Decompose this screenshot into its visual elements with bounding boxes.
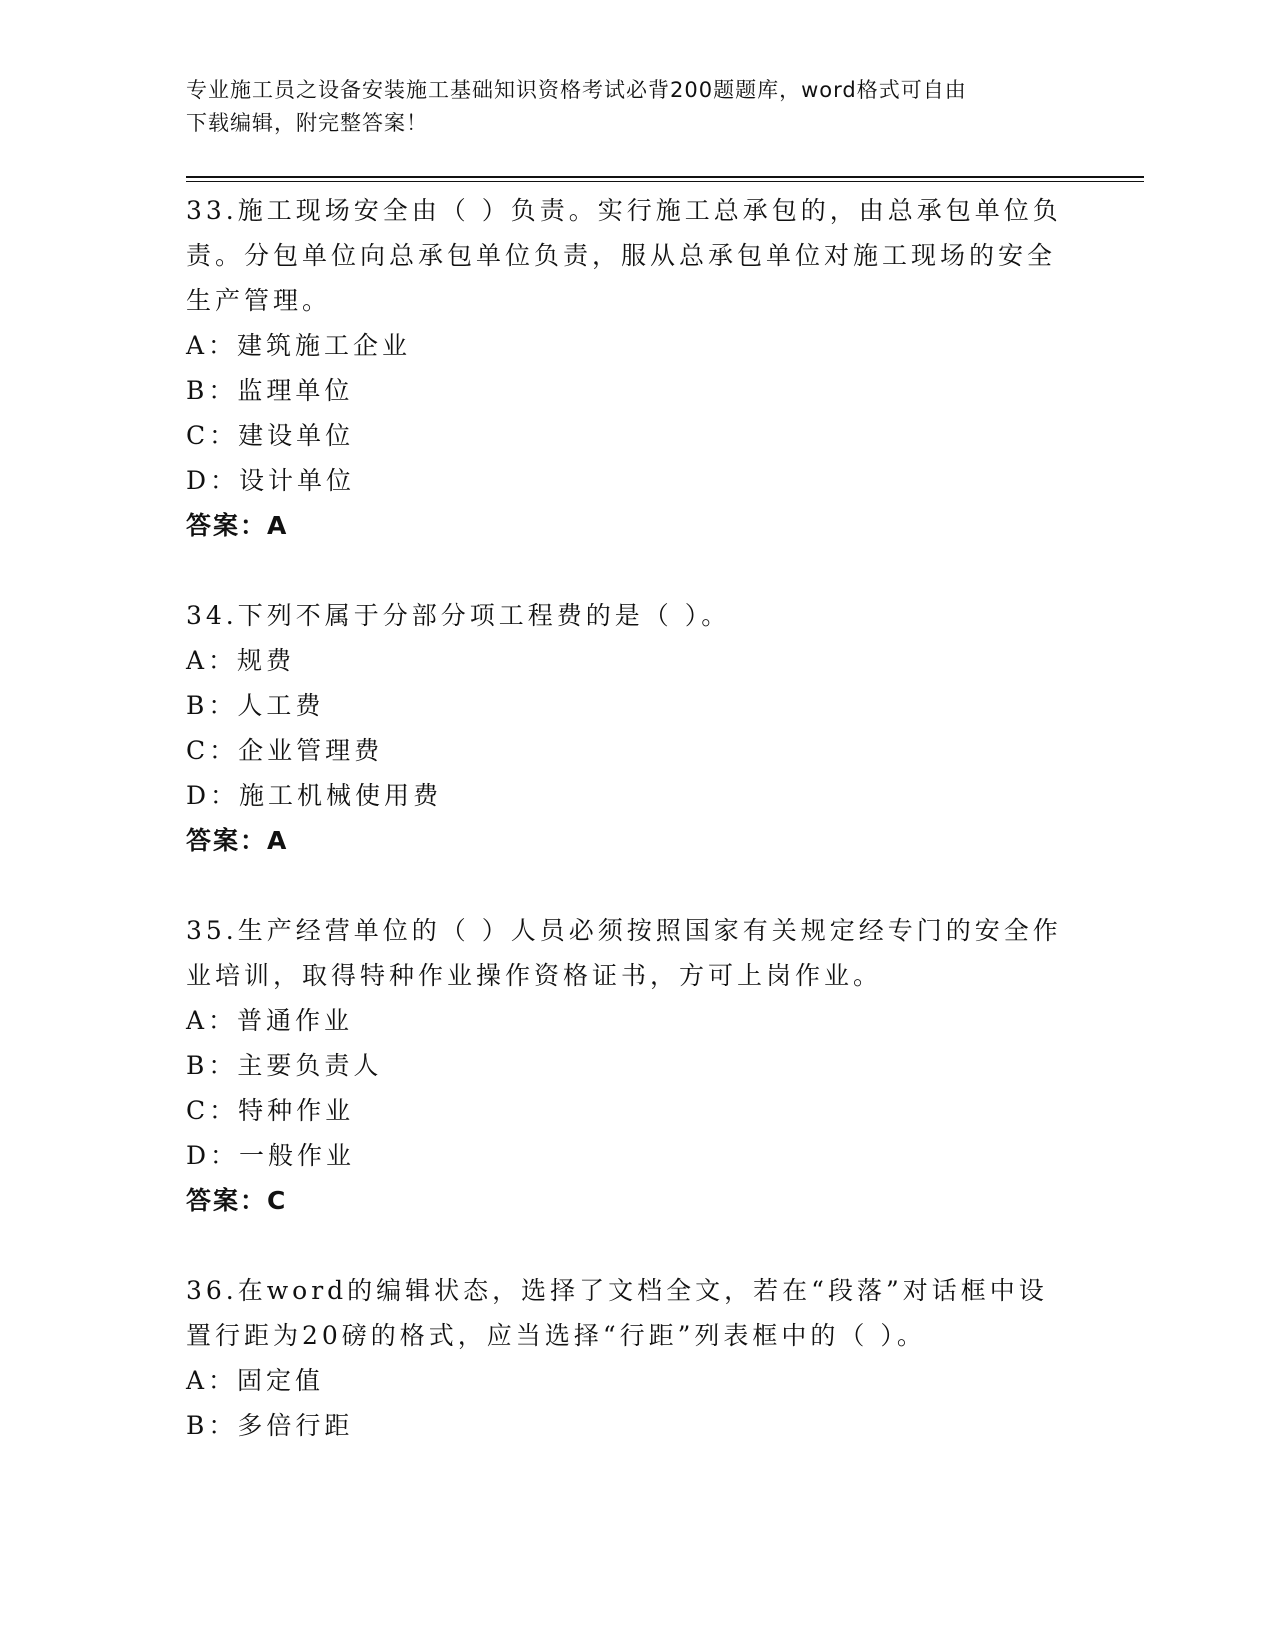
option-c: C：企业管理费 (186, 736, 384, 765)
option-a: A：建筑施工企业 (186, 331, 412, 360)
question-34 (186, 593, 1066, 864)
option-b: B：监理单位 (186, 376, 354, 405)
option-a: A：规费 (186, 646, 296, 675)
option-a: A：普通作业 (186, 1006, 354, 1035)
question-text: 35.生产经营单位的（ ）人员必须按照国家有关规定经专门的安全作业培训，取得特种作业操作资格证书，方可上岗作业。 (186, 916, 1062, 990)
header-divider-thick (186, 176, 1144, 178)
option-a: A：固定值 (186, 1366, 325, 1395)
document-header: 专业施工员之设备安装施工基础知识资格考试必背200题题库，word格式可自由 下载编辑，附完整答案！ (186, 78, 967, 135)
question-list (186, 188, 1066, 1492)
question-35 (186, 908, 1066, 1224)
option-b: B：多倍行距 (186, 1411, 354, 1440)
question-36 (186, 1268, 1066, 1448)
option-d: D：一般作业 (186, 1141, 356, 1170)
option-d: D：设计单位 (186, 466, 356, 495)
option-b: B：人工费 (186, 691, 325, 720)
option-c: C：特种作业 (186, 1096, 355, 1125)
question-text: 36.在word的编辑状态，选择了文档全文，若在“段落”对话框中设置行距为20磅的格式，应当选择“行距”列表框中的（ ）。 (186, 1276, 1048, 1350)
option-c: C：建设单位 (186, 421, 355, 450)
header-divider-thin (186, 181, 1144, 182)
question-text: 34.下列不属于分部分项工程费的是（ ）。 (186, 601, 731, 630)
question-33 (186, 188, 1066, 549)
option-d: D：施工机械使用费 (186, 781, 443, 810)
question-text: 33.施工现场安全由（ ）负责。实行施工总承包的，由总承包单位负责。分包单位向总承包单位负责，服从总承包单位对施工现场的安全生产管理。 (186, 196, 1062, 315)
option-b: B：主要负责人 (186, 1051, 383, 1080)
answer-line: 答案：C (186, 1186, 288, 1215)
answer-line: 答案：A (186, 826, 289, 855)
answer-line: 答案：A (186, 511, 289, 540)
